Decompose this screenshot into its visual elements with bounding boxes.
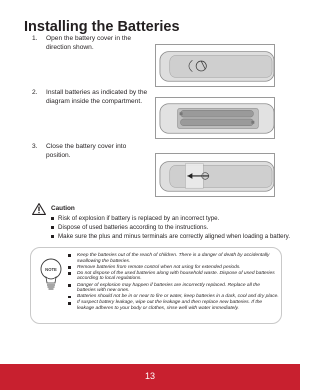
note-icon-label: NOTE bbox=[45, 267, 57, 272]
step-text: Open the battery cover in the direction shown. bbox=[46, 35, 132, 51]
page-number: 13 bbox=[144, 371, 155, 381]
step-number: 1. bbox=[32, 35, 38, 42]
caution-item: Make sure the plus and minus terminals are correctly aligned when loading a battery. bbox=[51, 232, 291, 241]
note-item: Remove batteries from remote control when not using for extended periods. bbox=[68, 265, 280, 271]
step-number: 2. bbox=[32, 89, 38, 96]
warning-icon bbox=[32, 203, 46, 215]
step-text: Close the battery cover into position. bbox=[46, 143, 127, 159]
remote-open-cover-illustration bbox=[155, 44, 275, 87]
note-list bbox=[68, 253, 280, 312]
note-item: Do not dispose of the used batteries along with household waste. Dispose of used batteries according to local regulations. bbox=[68, 271, 280, 282]
step-number: 3. bbox=[32, 143, 38, 150]
page-title: Installing the Batteries bbox=[24, 19, 180, 35]
lightbulb-note-icon bbox=[40, 258, 62, 292]
note-item: Batteries should not be in or near to fire or water, keep batteries in a dark, cool and dry place. bbox=[68, 294, 280, 300]
page-footer bbox=[0, 364, 300, 390]
caution-item: Risk of explosion if battery is replaced by an incorrect type. bbox=[51, 214, 291, 223]
caution-list bbox=[51, 214, 291, 241]
note-item: Danger of explosion may happen if batteries are incorrectly replaced. Replace all the batteries with new ones. bbox=[68, 283, 280, 294]
battery-compartment-illustration bbox=[155, 97, 275, 139]
remote-close-cover-illustration bbox=[155, 153, 275, 197]
caution-item: Dispose of used batteries according to the instructions. bbox=[51, 223, 291, 232]
note-item: If suspect battery leakage, wipe out the leakage and then replace new batteries. If the leakage adheres to your body or clothes, rinse well with water immediately. bbox=[68, 300, 280, 311]
note-item: Keep the batteries out of the reach of children. There is a danger of death by accidentally swallowing the batteries. bbox=[68, 253, 280, 264]
step-text: Install batteries as indicated by the diagram inside the compartment. bbox=[46, 89, 148, 105]
caution-title: Caution bbox=[51, 205, 75, 212]
